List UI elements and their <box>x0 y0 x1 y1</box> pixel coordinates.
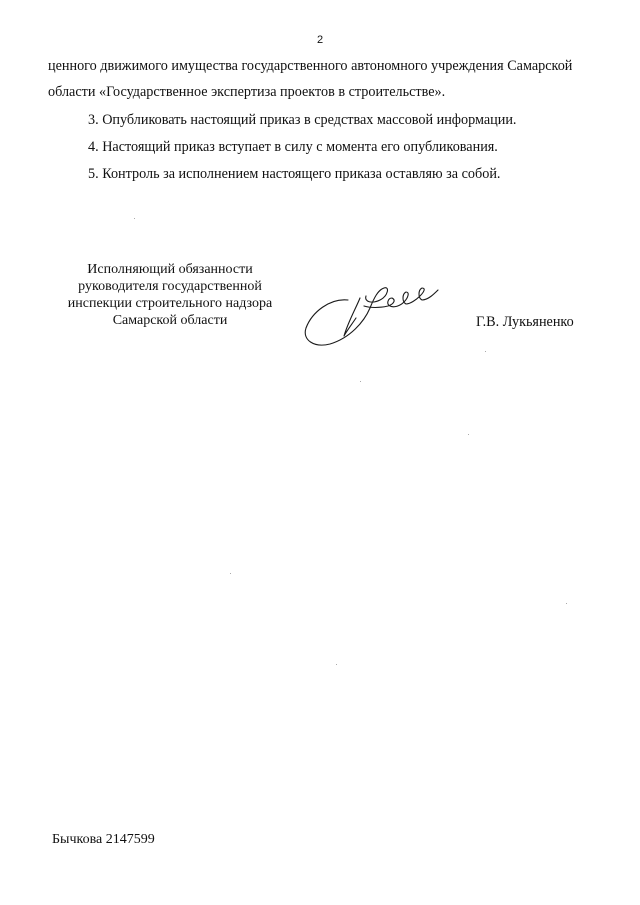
paragraph-line-end: области «Государственное экспертиза проектов в строительстве». <box>48 84 446 100</box>
handwritten-signature-icon <box>300 278 445 350</box>
signer-title-line: Самарской области <box>112 313 228 328</box>
order-item-3: 3. Опубликовать настоящий приказ в средствах массовой информации. <box>88 112 517 128</box>
scan-speck <box>468 434 469 435</box>
order-item-4: 4. Настоящий приказ вступает в силу с момента его опубликования. <box>88 139 498 155</box>
signer-title-line: Исполняющий обязанности <box>87 262 253 277</box>
scan-speck <box>134 218 135 219</box>
scan-speck <box>485 351 486 352</box>
paragraph-line-continued: ценного движимого имущества государственного автономного учреждения Самарской <box>48 58 573 74</box>
page-number: 2 <box>316 34 324 46</box>
scan-speck <box>336 664 337 665</box>
signer-title-line: инспекции строительного надзора <box>67 296 273 311</box>
signer-title-line: руководителя государственной <box>78 279 262 294</box>
scan-speck <box>360 381 361 382</box>
order-item-5: 5. Контроль за исполнением настоящего приказа оставляю за собой. <box>88 166 501 182</box>
executor-contact: Бычкова 2147599 <box>52 832 155 847</box>
signer-title <box>44 261 296 329</box>
signer-name: Г.В. Лукьяненко <box>476 314 574 330</box>
scan-speck <box>230 573 231 574</box>
scan-speck <box>566 603 567 604</box>
